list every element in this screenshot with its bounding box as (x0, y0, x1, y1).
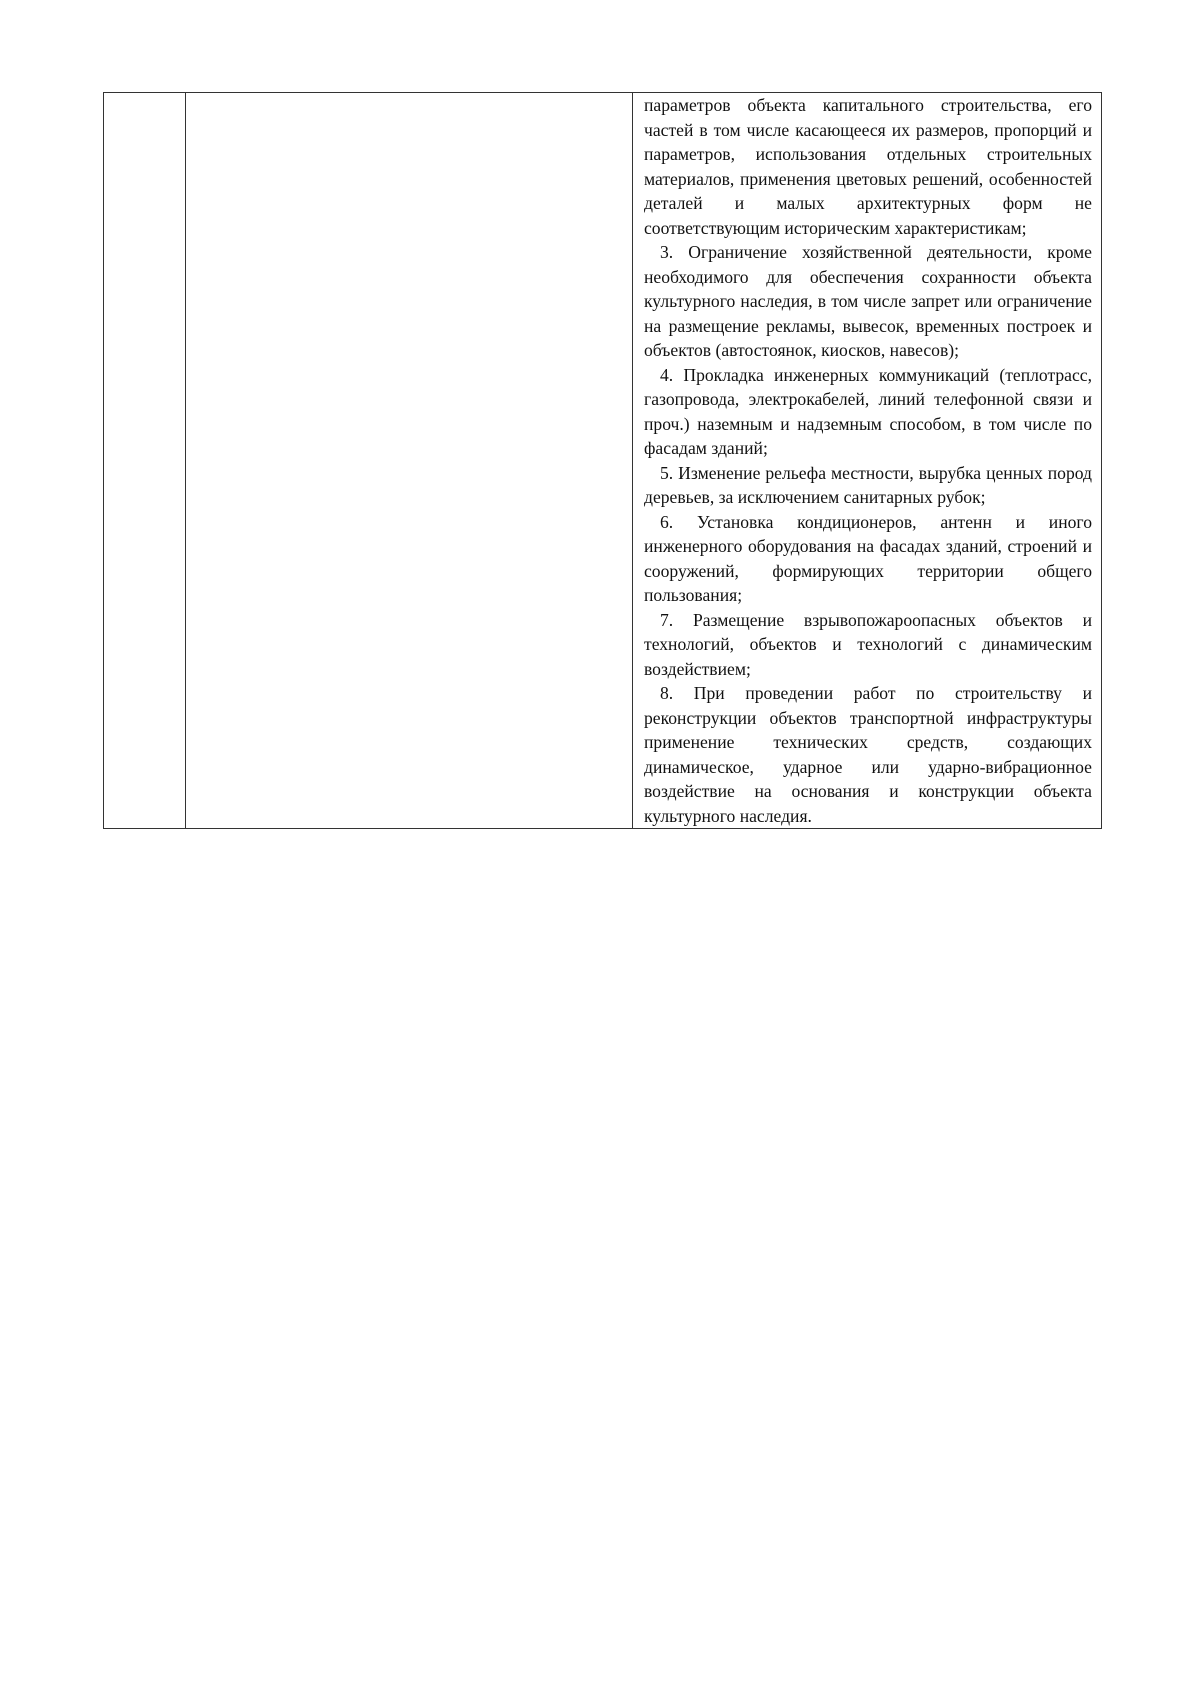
restriction-paragraph-3: 3. Ограничение хозяйственной деятельности, кроме необходимого для обеспечения сохранности объекта культурного наследия, в том числе запрет или ограничение на размещение рекламы, вывесок, временных построек и объектов (автостоянок, киосков, навесов); (644, 242, 1092, 360)
restrictions-cell (633, 93, 1102, 829)
table-row (104, 93, 1102, 829)
restrictions-table (103, 92, 1102, 829)
number-cell (104, 93, 186, 829)
restriction-paragraph-6: 6. Установка кондиционеров, антенн и иного инженерного оборудования на фасадах зданий, строений и сооружений, формирующих территории общего пользования; (644, 511, 1092, 605)
restriction-paragraph-4: 4. Прокладка инженерных коммуникаций (теплотрасс, газопровода, электрокабелей, линий телефонной связи и проч.) наземным и надземным способом, в том числе по фасадам зданий; (644, 364, 1092, 458)
object-name-cell (186, 93, 633, 829)
restriction-paragraph-8: 8. При проведении работ по строительству и реконструкции объектов транспортной инфраструктуры применение технических средств, создающих динамическое, ударное или ударно-вибрационное воздействие на основания и конструкции объекта культурного наследия. (644, 683, 1092, 826)
restriction-paragraph-5: 5. Изменение рельефа местности, вырубка ценных пород деревьев, за исключением санитарных рубок; (644, 462, 1092, 507)
restriction-paragraph-7: 7. Размещение взрывопожароопасных объектов и технологий, объектов и технологий с динамическим воздействием; (644, 609, 1092, 679)
restriction-paragraph-continuation: параметров объекта капитального строительства, его частей в том числе касающееся их размеров, пропорций и параметров, использования отдельных строительных материалов, применения цветовых решений, особенностей деталей и малых архитектурных форм не соответствующим историческим характеристикам; (644, 95, 1092, 238)
